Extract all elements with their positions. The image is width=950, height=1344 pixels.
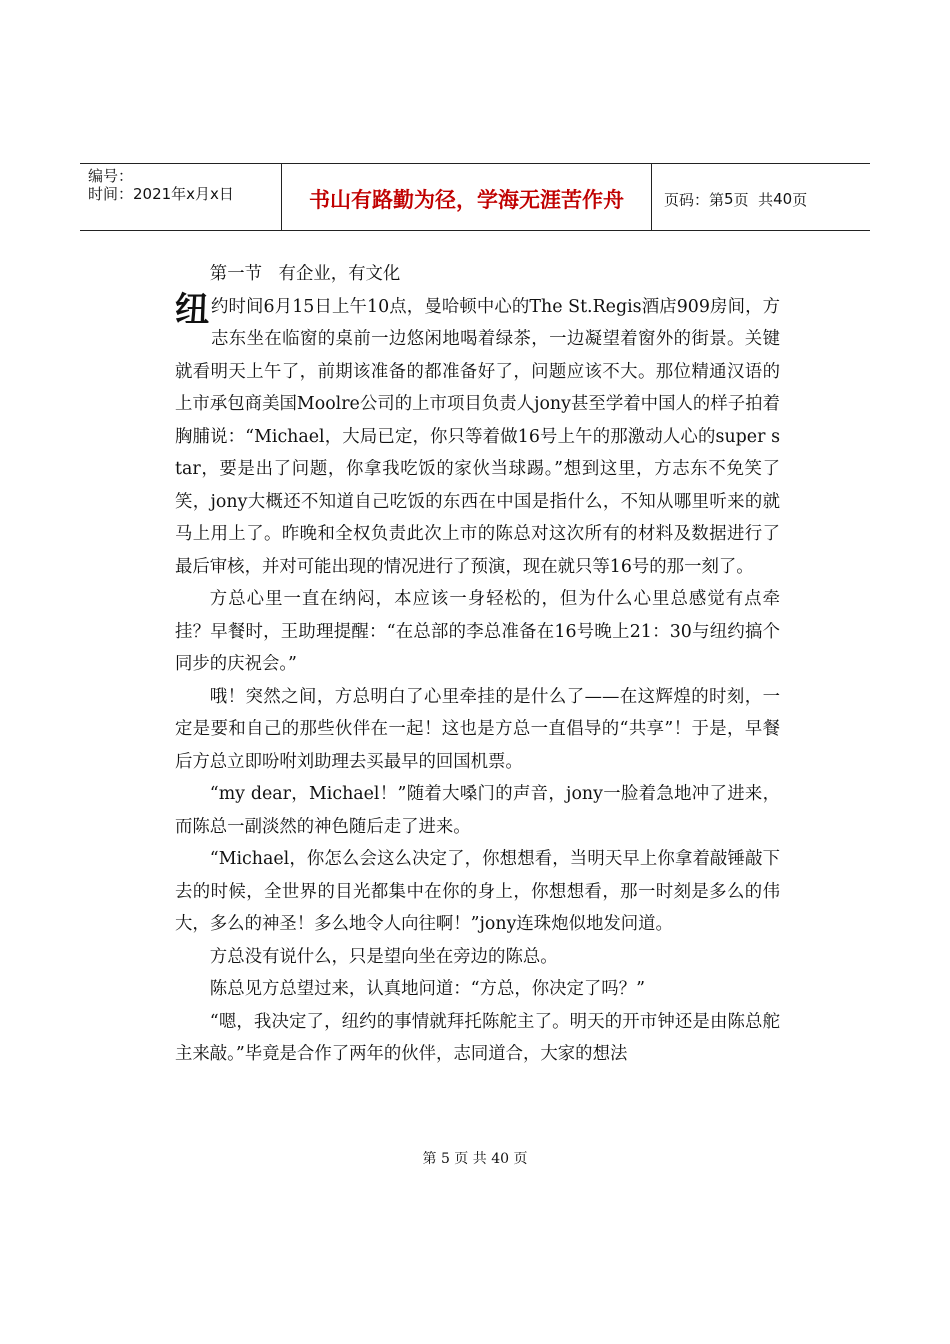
header-page-info	[652, 164, 870, 230]
paragraph-5: “Michael，你怎么会这么决定了，你想想看，当明天早上你拿着敲锤敲下去的时候，全世界的目光都集中在你的身上，你想想看，那一时刻是多么的伟大，多么的神圣！多么地令人向往啊！”jony连珠炮似地发问道。	[175, 849, 780, 934]
page-label: 页码：第	[664, 190, 725, 209]
page-total: 40	[773, 190, 793, 208]
header-motto: 书山有路勤为径，学海无涯苦作舟	[282, 164, 652, 230]
document-number-label: 编号：	[88, 167, 134, 185]
page-header	[80, 163, 870, 231]
footer-suffix: 页	[509, 1151, 528, 1167]
page-footer	[0, 1148, 950, 1168]
paragraph-3: 哦！突然之间，方总明白了心里牵挂的是什么了——在这辉煌的时刻，一定是要和自己的那些伙伴在一起！这也是方总一直倡导的“共享”！于是，早餐后方总立即吩咐刘助理去买最早的回国机票。	[175, 686, 780, 772]
paragraph-1-text: 约时间6月15日上午10点，曼哈顿中心的The St.Regis酒店909房间，方志东坐在临窗的桌前一边悠闲地喝着绿茶，一边凝望着窗外的街景。关键就看明天上午了，前期该准备的都准备好了，问题应该不大。那位精通汉语的上市承包商美国Moolre公司的上市项目负责人jony甚至学着中国人的样子拍着胸脯说：“Michael，大局已定，你只等着做16号上午的那激动人心的super star，要是出了问题，你拿我吃饭的家伙当球踢。”想到这里，方志东不免笑了笑，jony大概还不知道自己吃饭的东西在中国是指什么，不知从哪里听来的就马上用上了。昨晚和全权负责此次上市的陈总对这次所有的材料及数据进行了最后审核，并对可能出现的情况进行了预演，现在就只等16号的那一刻了。	[175, 296, 780, 577]
footer-mid: 页 共	[449, 1151, 492, 1167]
paragraph-4: “my dear，Michael！”随着大嗓门的声音，jony一脸着急地冲了进来，而陈总一副淡然的神色随后走了进来。	[175, 784, 780, 837]
footer-page-total: 40	[491, 1151, 510, 1167]
paragraph-8: “嗯，我决定了，纽约的事情就拜托陈舵主了。明天的开市钟还是由陈总舵主来敲。”毕竟是合作了两年的伙伴，志同道合，大家的想法	[175, 1011, 780, 1064]
page-mid-label: 页 共	[733, 190, 774, 209]
paragraph-2: 方总心里一直在纳闷，本应该一身轻松的，但为什么心里总感觉有点牵挂？早餐时，王助理提醒：“在总部的李总准备在16号晚上21：30与纽约搞个同步的庆祝会。”	[175, 589, 780, 674]
page-end-label: 页	[792, 190, 808, 209]
section-title: 第一节 有企业，有文化	[209, 264, 401, 284]
paragraph-7: 陈总见方总望过来，认真地问道：“方总，你决定了吗？”	[209, 979, 645, 999]
paragraph-6: 方总没有说什么，只是望向坐在旁边的陈总。	[209, 946, 558, 967]
drop-cap: 纽	[175, 289, 207, 330]
document-date-label: 时间：2021年x月x日	[88, 185, 234, 203]
header-meta	[80, 164, 282, 230]
document-body	[175, 258, 780, 1071]
page-number: 5	[724, 190, 734, 208]
paragraph-1	[175, 291, 780, 584]
footer-prefix: 第	[422, 1151, 441, 1167]
footer-page-number: 5	[440, 1151, 450, 1167]
